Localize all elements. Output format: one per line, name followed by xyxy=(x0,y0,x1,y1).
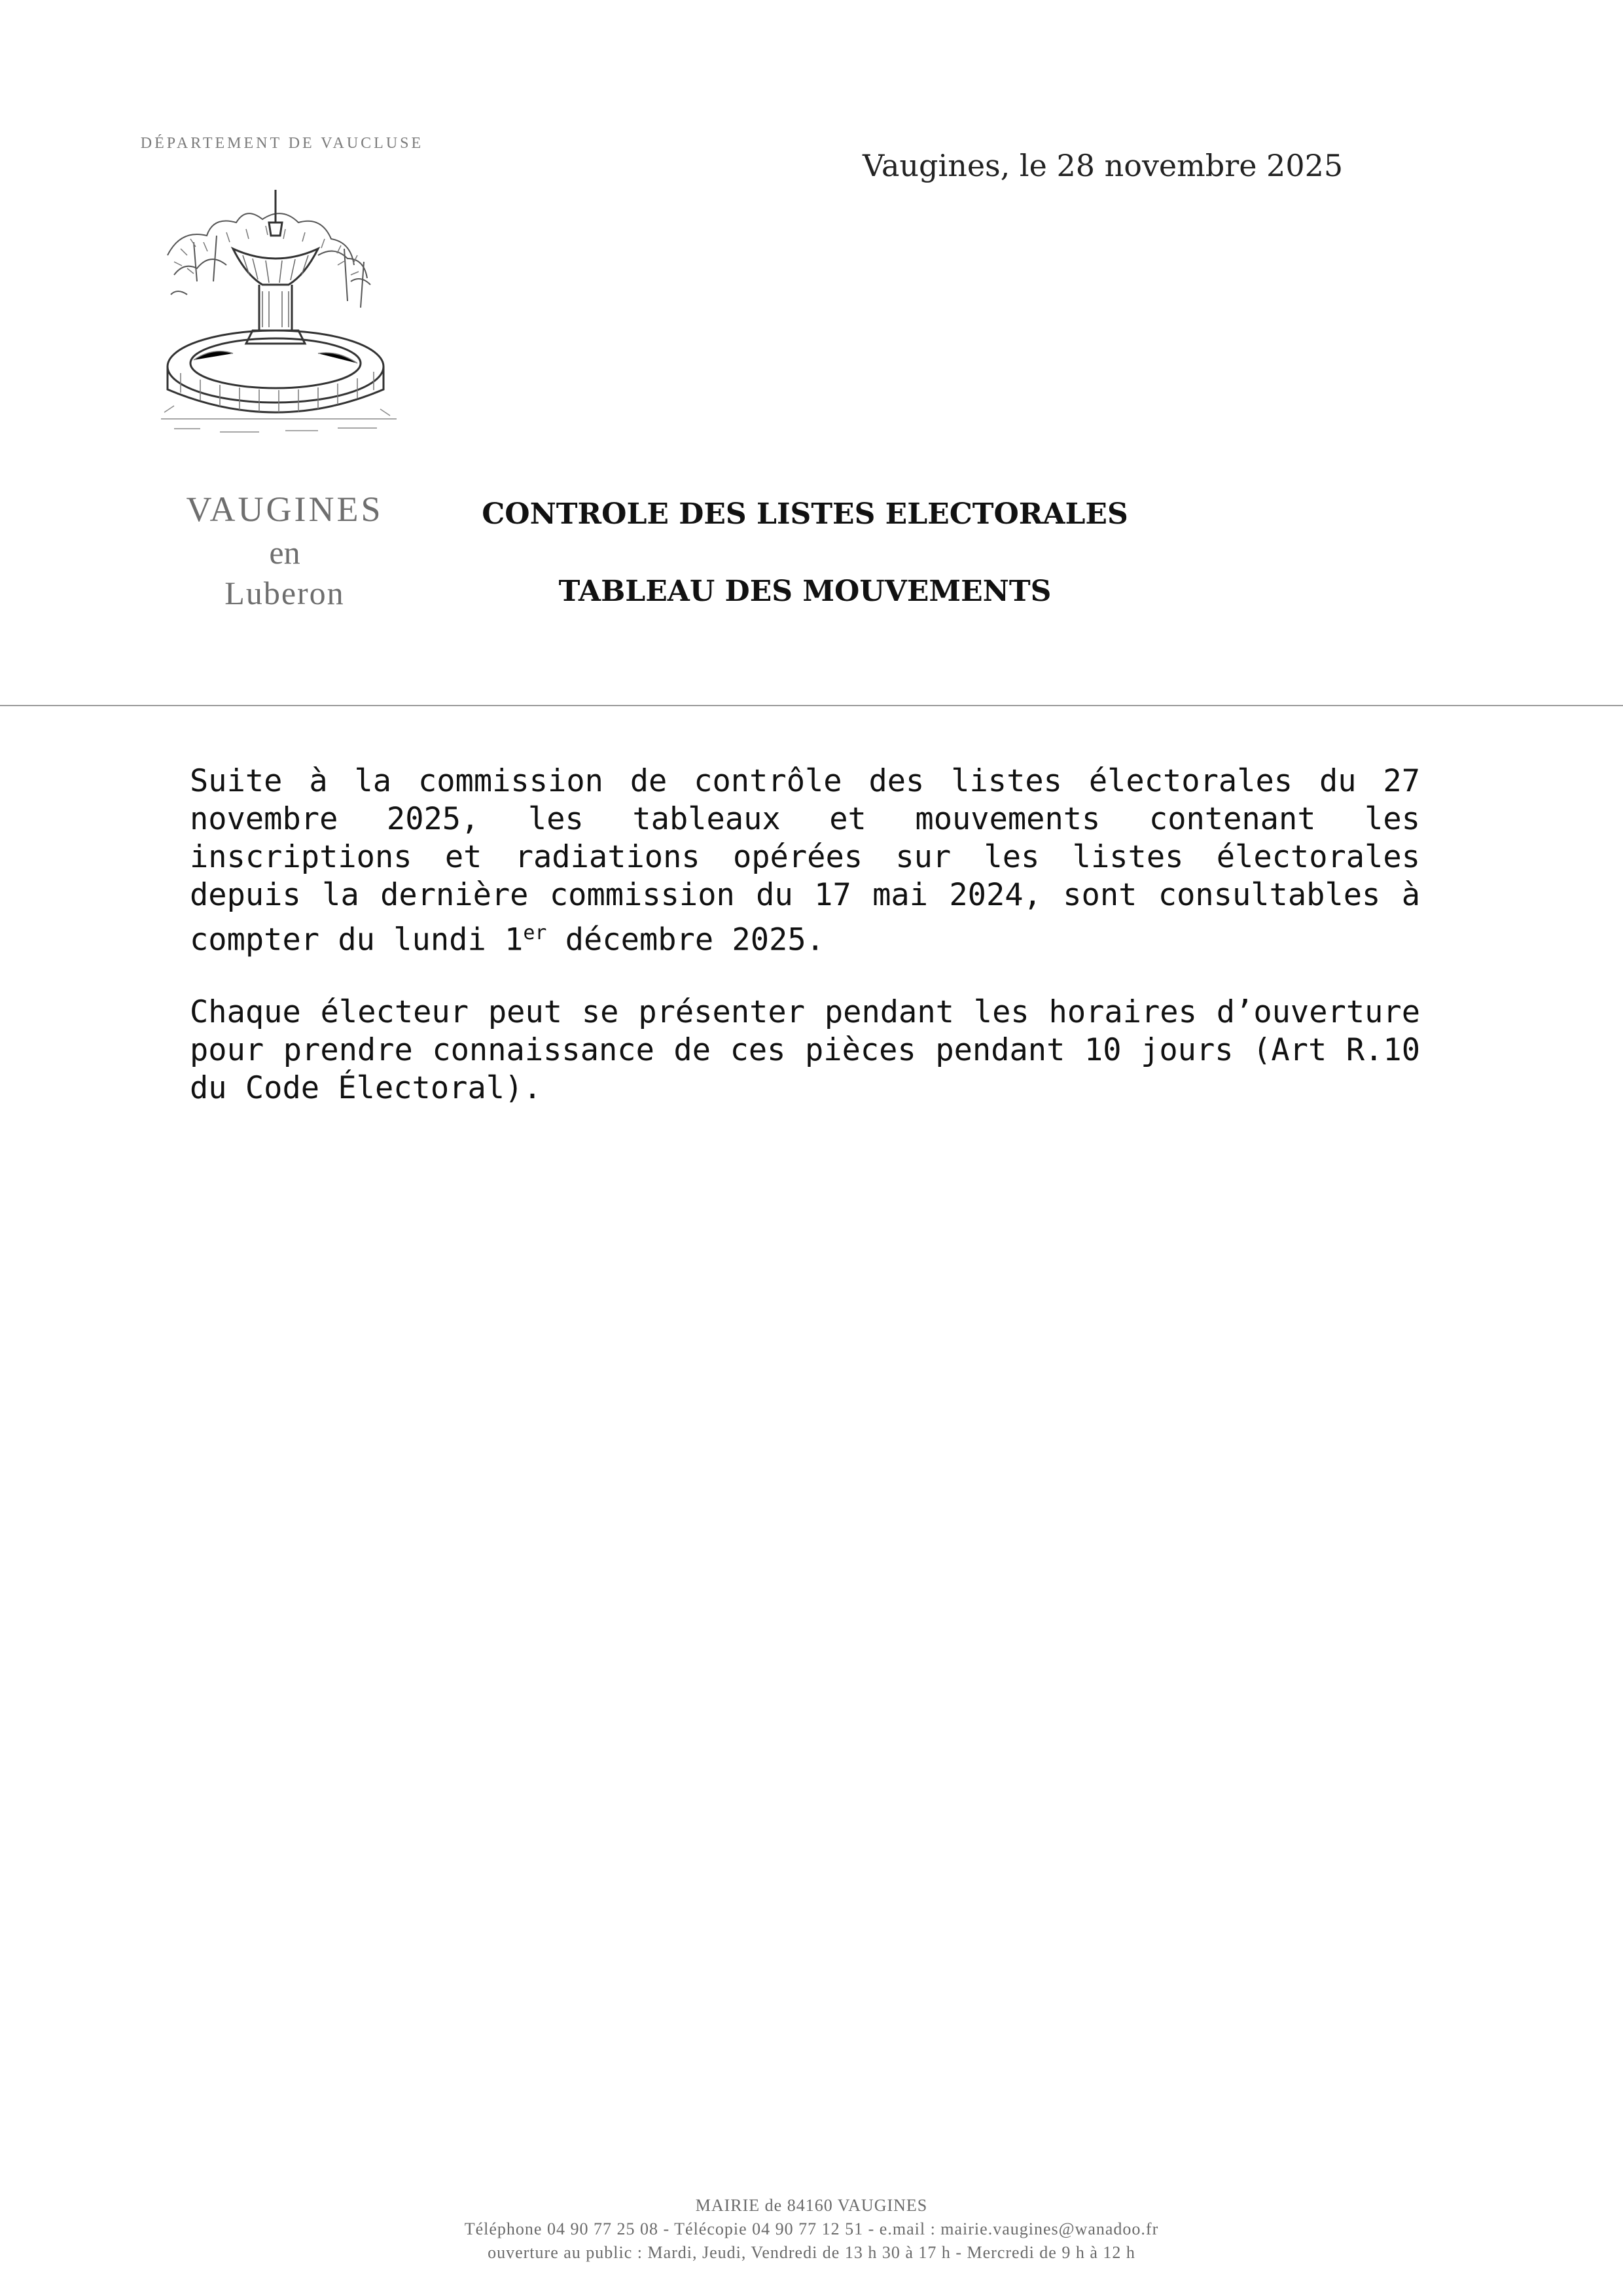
paragraph-2: Chaque électeur peut se présenter pendant les horaires d’ouverture pour prendre connaissance de ces pièces pendant 10 jours (Art R.10 du Code Électoral). xyxy=(190,994,1420,1106)
ordinal-suffix: er xyxy=(523,922,547,944)
fountain-logo-icon xyxy=(154,177,403,445)
department-label: DÉPARTEMENT DE VAUCLUSE xyxy=(140,135,424,152)
footer-hours: ouverture au public : Mardi, Jeudi, Vendredi de 13 h 30 à 17 h - Mercredi de 9 h à 12 h xyxy=(488,2243,1135,2262)
paragraph-1 xyxy=(190,762,1420,960)
document-subtitle: TABLEAU DES MOUVEMENTS xyxy=(558,575,1052,608)
town-name-line1: VAUGINES xyxy=(186,490,383,529)
document-title: CONTROLE DES LISTES ELECTORALES xyxy=(482,497,1128,531)
town-name xyxy=(157,488,412,614)
header-divider xyxy=(0,705,1623,706)
town-name-line3: Luberon xyxy=(224,575,345,611)
date-line: Vaugines, le 28 novembre 2025 xyxy=(863,148,1344,183)
town-name-line2: en xyxy=(269,533,300,571)
paragraph-1-end: décembre 2025. xyxy=(546,922,825,958)
body-text xyxy=(190,762,1420,1141)
footer xyxy=(262,2194,1361,2265)
paragraph-1-text: Suite à la commission de contrôle des listes électorales du 27 novembre 2025, les tableaux et mouvements contenant les inscriptions et radiations opérées sur les listes électorales depuis la dernière commission du 17 mai 2024, sont consultables à compter du lundi 1 xyxy=(190,763,1420,958)
footer-contact: Téléphone 04 90 77 25 08 - Télécopie 04 90 77 12 51 - e.mail : mairie.vaugines@wanadoo.fr xyxy=(464,2219,1159,2238)
footer-address: MAIRIE de 84160 VAUGINES xyxy=(695,2196,928,2215)
